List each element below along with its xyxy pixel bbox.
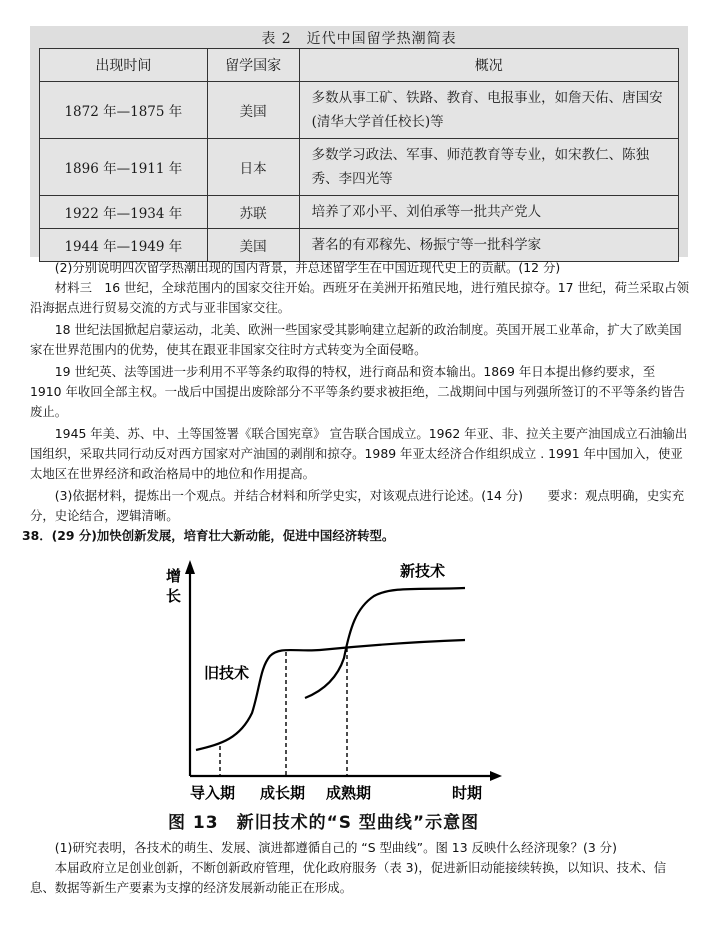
stage-label-growth: 成长期 [260, 784, 306, 802]
cell-country: 苏联 [207, 196, 299, 229]
cell-time: 1944 年—1949 年 [40, 229, 208, 262]
x-axis-label: 时期 [452, 784, 483, 802]
table-row [40, 196, 679, 229]
stage-label-introduction: 导入期 [190, 784, 236, 802]
y-axis-arrow-icon [185, 560, 195, 574]
figure-caption: 图 13 新旧技术的“S 型曲线”示意图 [168, 813, 480, 833]
table-row [40, 82, 679, 139]
material-3-para-3: 19 世纪英、法等国进一步利用不平等条约取得的特权，进行商品和资本输出。1869 年日本提出修约要求，至 1910 年收回全部主权。一战后中国提出废除部分不平等条约要求被拒绝，二战期间中国与列强所签订的不平等条约皆告废止。 [30, 364, 686, 419]
cell-overview: 多数学习政法、军事、师范教育等专业，如宋教仁、陈独秀、李四光等 [299, 139, 678, 196]
question-38-material: 本届政府立足创业创新，不断创新政府管理，优化政府服务（表 3)，促进新旧动能接续转换，以知识、技术、信息、数据等新生产要素为支撑的经济发展新动能正在形成。 [30, 860, 667, 895]
column-header-overview: 概况 [299, 49, 678, 82]
material-3-para-4: 1945 年美、苏、中、土等国签署《联合国宪章》 宣告联合国成立。1962 年亚、非、拉关主要产油国成立石油输出国组织，采取共同行动反对西方国家对产油国的剥削和掠夺。1989 年亚太经济合作组织成立 . 1991 年中国加入，使亚太地区在世界经济和政治格局中的地位和作用提高。 [30, 426, 688, 481]
cell-overview: 多数从事工矿、铁路、教育、电报事业，如詹天佑、唐国安(清华大学首任校长)等 [299, 82, 678, 139]
cell-time: 1922 年—1934 年 [40, 196, 208, 229]
table-title: 表 2 近代中国留学热潮简表 [261, 31, 457, 47]
material-3-para-2: 18 世纪法国掀起启蒙运动，北美、欧洲一些国家受其影响建立起新的政治制度。英国开展工业革命，扩大了欧美国家在世界范围内的优势，使其在跟亚非国家交往时方式转变为全面侵略。 [30, 322, 682, 357]
cell-time: 1872 年—1875 年 [40, 82, 208, 139]
cell-overview: 著名的有邓稼先、杨振宁等一批科学家 [299, 229, 678, 262]
cell-time: 1896 年—1911 年 [40, 139, 208, 196]
table-row [40, 139, 679, 196]
question-3: (3)依据材料，提炼出一个观点。并结合材料和所学史实，对该观点进行论述。(14 分) 要求：观点明确，史实充分，史论结合，逻辑清晰。 [30, 488, 685, 523]
question-38-heading: 38．(29 分)加快创新发展，培育壮大新动能，促进中国经济转型。 [22, 528, 395, 543]
question-2: (2)分别说明四次留学热潮出现的国内背景，并总述留学生在中国近现代史上的贡献。(12 分) [54, 260, 561, 275]
cell-country: 日本 [207, 139, 299, 196]
table-2-block [30, 26, 688, 257]
y-axis-label: 增长 [166, 567, 182, 605]
material-3-para-1: 材料三 16 世纪，全球范围内的国家交往开始。西班牙在美洲开拓殖民地，进行殖民掠夺。17 世纪，荷兰采取占领沿海据点进行贸易交流的方式与亚非国家交往。 [30, 280, 689, 315]
s-curve-figure [160, 548, 540, 838]
question-38-part-1: (1)研究表明，各技术的萌生、发展、演进都遵循自己的 “S 型曲线”。图 13 反映什么经济现象？(3 分) [54, 840, 617, 855]
new-technology-label: 新技术 [400, 562, 446, 580]
cell-country: 美国 [207, 229, 299, 262]
column-header-time: 出现时间 [40, 49, 208, 82]
new-technology-curve [305, 588, 465, 698]
column-header-country: 留学国家 [207, 49, 299, 82]
cell-overview: 培养了邓小平、刘伯承等一批共产党人 [299, 196, 678, 229]
stage-label-maturity: 成熟期 [326, 784, 372, 802]
cell-country: 美国 [207, 82, 299, 139]
old-technology-curve [196, 640, 465, 750]
table-header-row [40, 49, 679, 82]
old-technology-label: 旧技术 [204, 664, 250, 682]
table-row [40, 229, 679, 262]
x-axis-arrow-icon [490, 771, 502, 781]
study-abroad-table [39, 48, 679, 262]
